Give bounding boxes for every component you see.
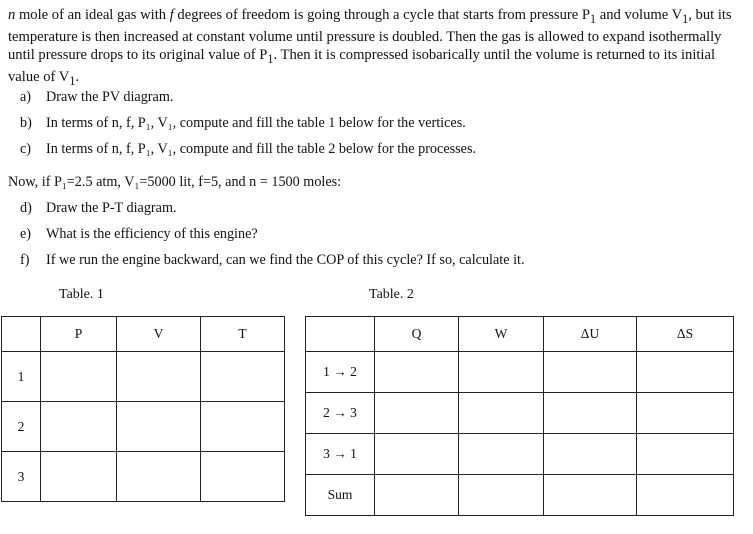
table-row (2, 352, 285, 402)
table2-caption: Table. 2 (369, 287, 414, 302)
table-row (2, 402, 285, 452)
table2-header-ds: ΔS (637, 317, 734, 352)
table2-header-w: W (459, 317, 544, 352)
table2-cell[interactable] (375, 393, 459, 434)
table1-cell[interactable] (41, 402, 117, 452)
table1-cell[interactable] (201, 352, 285, 402)
given-values-line: Now, if P₁=2.5 atm, V₁=5000 lit, f=5, and n = 1500 moles: (8, 174, 342, 190)
table2-cell[interactable] (375, 434, 459, 475)
table2-cell[interactable] (459, 434, 544, 475)
table-row (306, 475, 734, 516)
table2-cell[interactable] (637, 393, 734, 434)
table2-cell[interactable] (544, 352, 637, 393)
table1-cell[interactable] (117, 352, 201, 402)
table2-cell[interactable] (637, 475, 734, 516)
table1-cell[interactable] (201, 452, 285, 502)
table2-header-q: Q (375, 317, 459, 352)
table1-cell[interactable] (117, 452, 201, 502)
table2-cell[interactable] (637, 352, 734, 393)
table1-header-row (2, 317, 285, 352)
table-row (306, 393, 734, 434)
table1-cell[interactable] (41, 352, 117, 402)
table1-header-p: P (41, 317, 117, 352)
table1-cell[interactable] (201, 402, 285, 452)
table-row (306, 434, 734, 475)
part-d: d) Draw the P-T diagram. (20, 200, 177, 216)
table2-cell[interactable] (459, 475, 544, 516)
table2-cell[interactable] (459, 393, 544, 434)
table2-row-label: 1 → 2 (306, 352, 375, 393)
part-b: b) In terms of n, f, P₁, V₁, compute and fill the table 1 below for the vertices. (20, 115, 466, 131)
table2-cell[interactable] (375, 475, 459, 516)
table2-row-label: 2 → 3 (306, 393, 375, 434)
table2-cell[interactable] (544, 475, 637, 516)
table2-row-label: 3 → 1 (306, 434, 375, 475)
table1-row-label: 2 (2, 402, 41, 452)
table2-cell[interactable] (375, 352, 459, 393)
table2-row-label: Sum (306, 475, 375, 516)
table2-header-corner (306, 317, 375, 352)
table1-header-t: T (201, 317, 285, 352)
table1-row-label: 3 (2, 452, 41, 502)
table2-cell[interactable] (544, 434, 637, 475)
table1-header-v: V (117, 317, 201, 352)
part-c: c) In terms of n, f, P₁, V₁, compute and fill the table 2 below for the processes. (20, 141, 477, 157)
table1-cell[interactable] (41, 452, 117, 502)
table2-header-du: ΔU (544, 317, 637, 352)
table2-cell[interactable] (544, 393, 637, 434)
table1-caption: Table. 1 (59, 287, 104, 302)
part-f: f) If we run the engine backward, can we find the COP of this cycle? If so, calculate it. (20, 252, 525, 268)
table1-row-label: 1 (2, 352, 41, 402)
table2-cell[interactable] (459, 352, 544, 393)
problem-statement: n mole of an ideal gas with f degrees of freedom is going through a cycle that starts from pressure $P_1$ and volume $V_1$, but its temperature is then increased at constant volume until pressure is doubled. Then the gas is allowed to expand isothermally until pressure drops to its original value of $P_1$. Then it is compressed isobarically until the volume is returned to its initial value of $V_1$. (8, 7, 732, 88)
table-row (306, 352, 734, 393)
table1-header-corner (2, 317, 41, 352)
table2 (305, 316, 734, 516)
table1-cell[interactable] (117, 402, 201, 452)
table2-cell[interactable] (637, 434, 734, 475)
table1 (1, 316, 285, 502)
part-e: e) What is the efficiency of this engine? (20, 226, 258, 242)
table-row (2, 452, 285, 502)
table2-header-row (306, 317, 734, 352)
part-a: a) Draw the PV diagram. (20, 89, 174, 105)
